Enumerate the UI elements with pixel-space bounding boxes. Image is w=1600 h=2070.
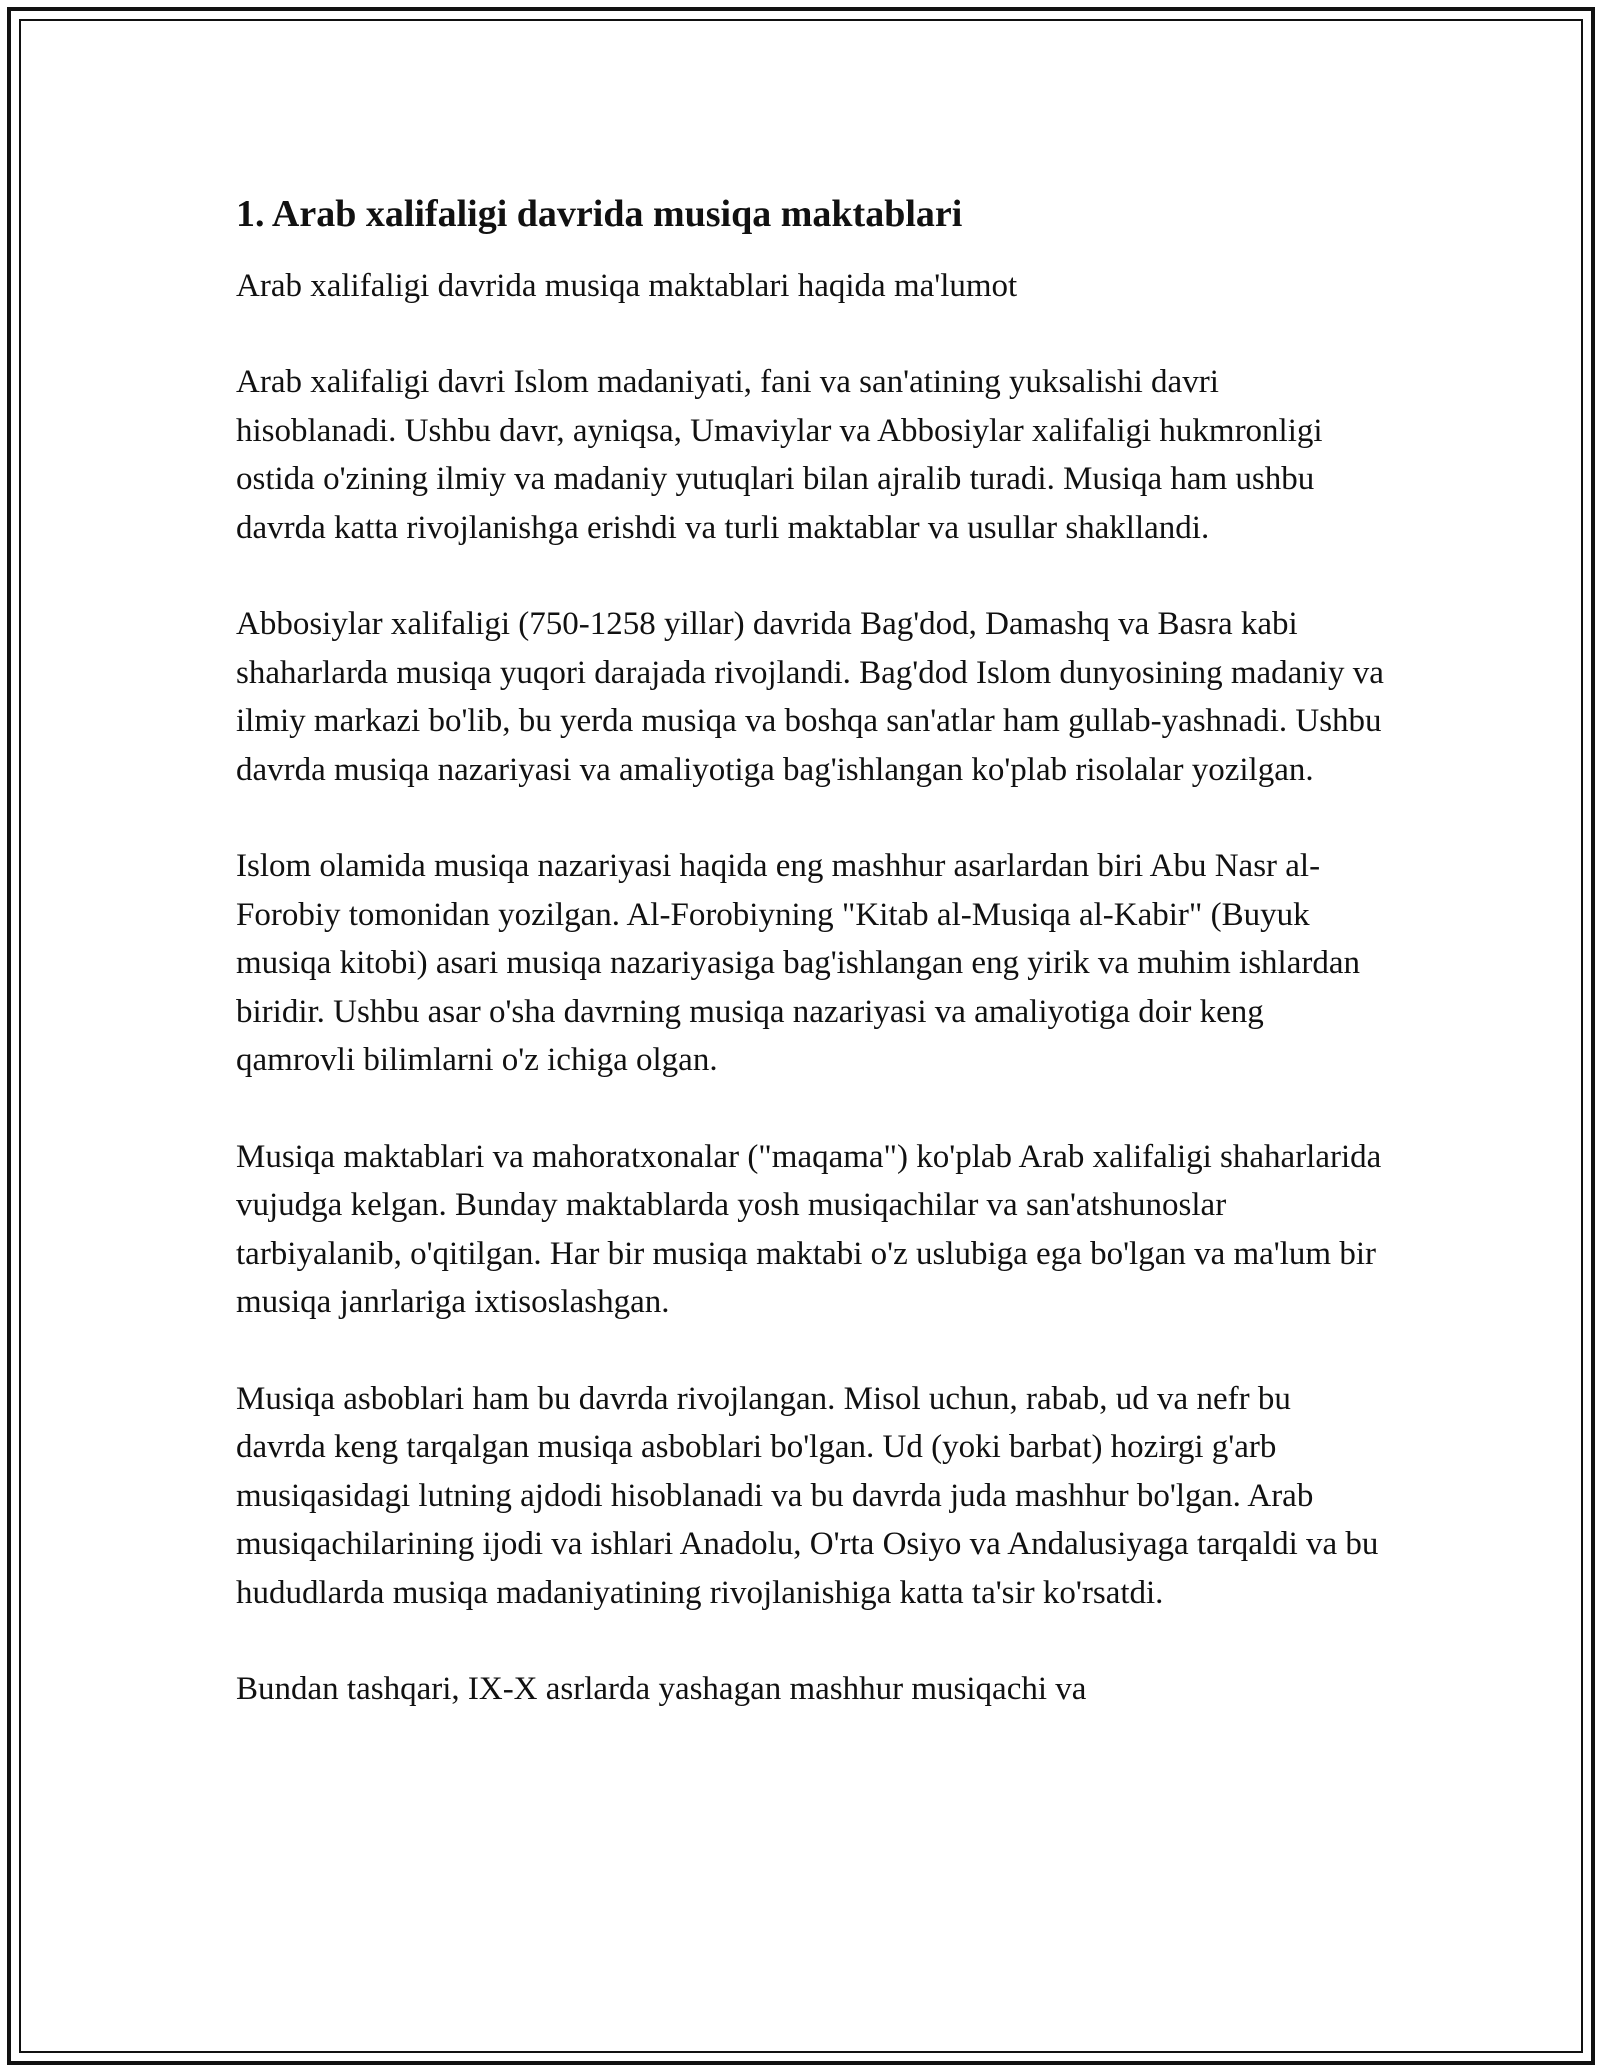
document-body: [236, 188, 1386, 1762]
paragraph-4: Musiqa maktablari va mahoratxonalar ("maqama") ko'plab Arab xalifaligi shaharlarida vujudga kelgan. Bunday maktablarda yosh musiqachilar va san'atshunoslar tarbiyalanib, o'qitilgan. Har bir musiqa maktabi o'z uslubiga ega bo'lgan va ma'lum bir musiqa janrlariga ixtisoslashgan.: [236, 1138, 1382, 1320]
paragraph-3: Islom olamida musiqa nazariyasi haqida eng mashhur asarlardan biri Abu Nasr al-Forobiy tomonidan yozilgan. Al-Forobiyning "Kitab al-Musiqa al-Kabir" (Buyuk musiqa kitobi) asari musiqa nazariyasiga bag'ishlangan eng yirik va muhim ishlardan biridir. Ushbu asar o'sha davrning musiqa nazariyasi va amaliyotiga doir keng qamrovli bilimlarni o'z ichiga olgan.: [236, 848, 1360, 1078]
document-subtitle: Arab xalifaligi davrida musiqa maktablari haqida ma'lumot: [236, 268, 1018, 304]
paragraph-2: Abbosiylar xalifaligi (750-1258 yillar) davrida Bag'dod, Damashq va Basra kabi shaharlarda musiqa yuqori darajada rivojlandi. Bag'dod Islom dunyosining madaniy va ilmiy markazi bo'lib, bu yerda musiqa va boshqa san'atlar ham gullab-yashnadi. Ushbu davrda musiqa nazariyasi va amaliyotiga bag'ishlangan ko'plab risolalar yozilgan.: [236, 606, 1384, 788]
paragraph-6: Bundan tashqari, IX-X asrlarda yashagan mashhur musiqachi va: [236, 1671, 1087, 1707]
document-title: 1. Arab xalifaligi davrida musiqa maktablari: [236, 193, 963, 235]
paragraph-5: Musiqa asboblari ham bu davrda rivojlangan. Misol uchun, rabab, ud va nefr bu davrda keng tarqalgan musiqa asboblari bo'lgan. Ud (yoki barbat) hozirgi g'arb musiqasidagi lutning ajdodi hisoblanadi va bu davrda juda mashhur bo'lgan. Arab musiqachilarining ijodi va ishlari Anadolu, O'rta Osiyo va Andalusiyaga tarqaldi va bu hududlarda musiqa madaniyatining rivojlanishiga katta ta'sir ko'rsatdi.: [236, 1380, 1379, 1611]
paragraph-1: Arab xalifaligi davri Islom madaniyati, fani va san'atining yuksalishi davri hisoblanadi. Ushbu davr, ayniqsa, Umaviylar va Abbosiylar xalifaligi hukmronligi ostida o'zining ilmiy va madaniy yutuqlari bilan ajralib turadi. Musiqa ham ushbu davrda katta rivojlanishga erishdi va turli maktablar va usullar shakllandi.: [236, 364, 1323, 546]
